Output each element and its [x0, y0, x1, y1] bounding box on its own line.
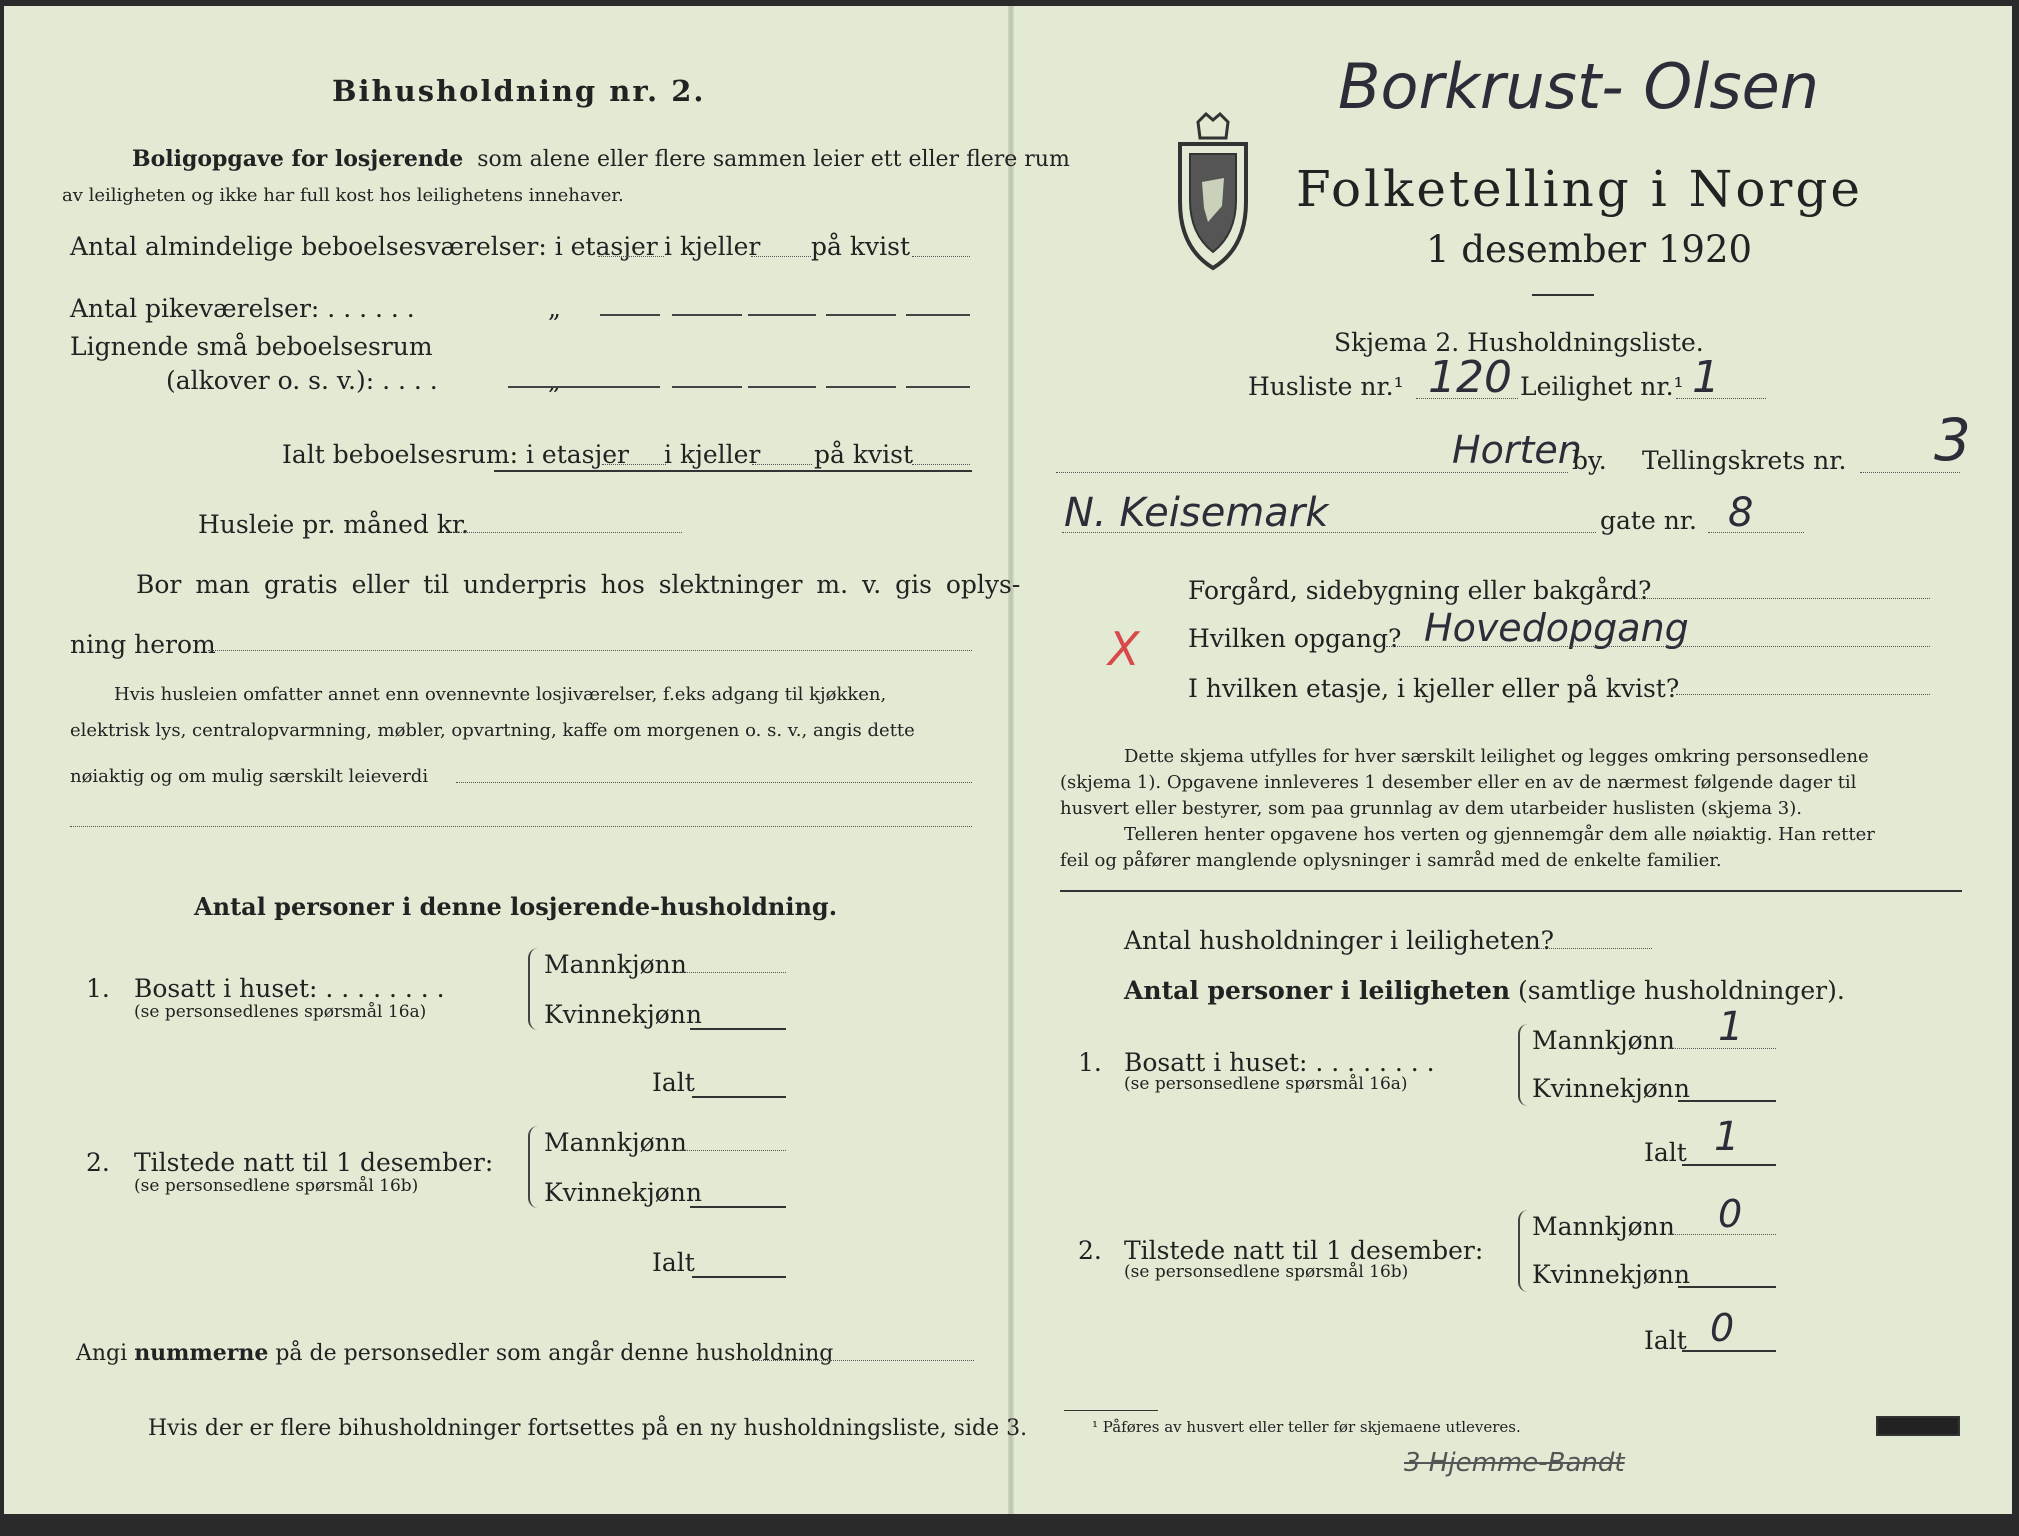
total-rule [494, 470, 972, 472]
right-q1-mann-field[interactable] [1668, 1048, 1776, 1049]
rent-incl-line1: Hvis husleien omfatter annet enn ovennevnte losjiværelser, f.eks adgang til kjøkken, [114, 684, 887, 705]
left-q1-kvinne-label: Kvinnekjønn [544, 1000, 702, 1029]
info-line2: (skjema 1). Opgavene innleveres 1 desember eller en av de nærmest følgende dager til [1060, 772, 1857, 793]
small-rooms-line1: Lignende små beboelsesrum [70, 332, 433, 361]
krets-value: 3 [1934, 406, 1971, 474]
footnote: ¹ Påføres av husvert eller teller før skjemaene utleveres. [1092, 1418, 1521, 1436]
info-line4: Telleren henter opgavene hos verten og gjennemgår dem alle nøiaktig. Han retter [1124, 824, 1875, 845]
rooms-label: Antal almindelige beboelsesværelser: i etasjer [70, 232, 658, 261]
intro-line1: Boligopgave for losjerende som alene eller flere sammen leier ett eller flere rum [132, 146, 1070, 172]
opgang-question: Hvilken opgang? [1188, 624, 1402, 653]
right-q2-ialt-label: Ialt [1644, 1326, 1687, 1355]
leilighet-label: Leilighet nr.¹ [1520, 372, 1684, 401]
small-etasjer-field[interactable] [508, 386, 660, 388]
right-q2-num: 2. [1078, 1236, 1102, 1265]
husliste-value: 120 [1428, 352, 1512, 403]
pike-label: Antal pikeværelser: . . . . . . [70, 294, 415, 323]
forgard-question: Forgård, sidebygning eller bakgård? [1188, 576, 1652, 605]
free-line1: Bor man gratis eller til underpris hos slektninger m. v. gis oplys- [136, 570, 1021, 599]
left-q1-brace [528, 948, 540, 1030]
right-q2-sub: (se personsedlene spørsmål 16b) [1124, 1262, 1409, 1282]
rent-label: Husleie pr. måned kr. [198, 510, 470, 539]
info-line5: feil og påfører manglende oplysninger i samråd med de enkelte familier. [1060, 850, 1722, 871]
total-rooms-label: Ialt beboelsesrum: i etasjer [282, 440, 630, 469]
right-q1-mann-value: 1 [1718, 1004, 1744, 1050]
form-title: Folketelling i Norge [1296, 160, 1863, 218]
gate-value: N. Keisemark [1064, 490, 1329, 536]
krets-field[interactable] [1860, 472, 1960, 473]
right-q2-kvinne-label: Kvinnekjønn [1532, 1260, 1690, 1289]
right-q2-mann-field[interactable] [1668, 1234, 1776, 1235]
left-footer: Hvis der er flere bihusholdninger fortsettes på en ny husholdningsliste, side 3. [148, 1416, 1028, 1441]
left-q2-kvinne-label: Kvinnekjønn [544, 1178, 702, 1207]
left-q1-label: Bosatt i huset: . . . . . . . . [134, 974, 445, 1003]
pike-ditto-1: „ [548, 294, 561, 323]
total-kjeller-label: i kjeller [664, 440, 761, 469]
footnote-rule [1064, 1410, 1158, 1411]
printer-stamp [1876, 1416, 1960, 1436]
left-q2-brace [528, 1126, 540, 1208]
info-line1: Dette skjema utfylles for hver særskilt leilighet og legges omkring personsedlene [1124, 746, 1869, 767]
households-field[interactable] [1522, 948, 1652, 949]
rent-incl-line2: elektrisk lys, centralopvarmning, møbler, opvartning, kaffe om morgenen o. s. v., angis dette [70, 720, 915, 741]
right-q1-kvinne-label: Kvinnekjønn [1532, 1074, 1690, 1103]
opgang-field[interactable] [1386, 646, 1930, 647]
opgang-value: Hovedopgang [1424, 606, 1689, 650]
rent-field[interactable] [454, 532, 682, 533]
right-q1-sub: (se personsedlene spørsmål 16a) [1124, 1074, 1408, 1094]
right-q1-brace [1518, 1024, 1530, 1106]
info-rule [1060, 890, 1962, 892]
left-q1-ialt-field[interactable] [692, 1096, 786, 1098]
households-question: Antal husholdninger i leiligheten? [1124, 926, 1555, 955]
red-x-mark: X [1108, 622, 1140, 676]
page-fold [1008, 6, 1014, 1514]
info-line3: husvert eller bestyrer, som paa grunnlag av dem utarbeider huslisten (skjema 3). [1060, 798, 1802, 819]
right-q1-ialt-value: 1 [1714, 1114, 1740, 1160]
right-q2-label: Tilstede natt til 1 desember: [1124, 1236, 1484, 1265]
form-date: 1 desember 1920 [1426, 228, 1753, 271]
rent-incl-line3: nøiaktig og om mulig særskilt leieverdi [70, 766, 429, 787]
right-q1-ialt-field[interactable] [1682, 1164, 1776, 1166]
total-kvist-field[interactable] [912, 464, 970, 465]
gate-label: gate nr. [1600, 506, 1697, 535]
pike-etasjer-field[interactable] [600, 314, 660, 316]
etasje-field[interactable] [1676, 694, 1930, 695]
bottom-scribble: 3 Hjemme-Bandt [1404, 1448, 1625, 1478]
small-kvist-field-c[interactable] [906, 386, 970, 388]
pike-kvist-field-a[interactable] [748, 314, 816, 316]
left-q1-mann-label: Mannkjønn [544, 950, 687, 979]
gate-field[interactable] [1062, 532, 1596, 533]
rooms-etasjer-field[interactable] [598, 256, 664, 257]
left-q1-ialt-label: Ialt [652, 1068, 695, 1097]
husliste-label: Husliste nr.¹ [1248, 372, 1404, 401]
right-q2-mann-label: Mannkjønn [1532, 1212, 1675, 1241]
left-q1-mann-field[interactable] [678, 972, 786, 973]
rooms-kvist-label: på kvist [811, 232, 910, 261]
rooms-kvist-field[interactable] [912, 256, 970, 257]
leilighet-field[interactable] [1676, 398, 1766, 399]
title-rule [1532, 294, 1594, 296]
rent-incl-field-2[interactable] [70, 826, 972, 827]
right-q1-label: Bosatt i huset: . . . . . . . . [1124, 1048, 1435, 1077]
left-q2-num: 2. [86, 1148, 110, 1177]
pike-kjeller-field[interactable] [672, 314, 742, 316]
intro-line2: av leiligheten og ikke har full kost hos leilighetens innehaver. [62, 185, 624, 206]
by-value: Horten [1452, 428, 1582, 472]
total-kvist-label: på kvist [814, 440, 913, 469]
pike-kvist-field-b[interactable] [826, 314, 896, 316]
right-q1-ialt-label: Ialt [1644, 1138, 1687, 1167]
handwritten-name: Borkrust- Olsen [1338, 50, 1820, 123]
left-title: Bihusholdning nr. 2. [332, 74, 706, 108]
small-kjeller-field[interactable] [672, 386, 742, 388]
pike-kvist-field-c[interactable] [906, 314, 970, 316]
husliste-field[interactable] [1416, 398, 1518, 399]
total-kjeller-field[interactable] [752, 464, 812, 465]
by-label: by. [1572, 446, 1607, 475]
right-q2-kvinne-field[interactable] [1678, 1286, 1776, 1288]
free-line2: ning herom [70, 630, 216, 659]
right-q2-ialt-value: 0 [1710, 1306, 1735, 1350]
small-rooms-line2: (alkover o. s. v.): . . . . [166, 366, 438, 395]
left-persons-heading: Antal personer i denne losjerende-husholdning. [194, 892, 838, 921]
gate-nr-value: 8 [1728, 490, 1754, 536]
forgard-field[interactable] [1612, 598, 1930, 599]
leilighet-value: 1 [1692, 352, 1720, 403]
gate-nr-field[interactable] [1708, 532, 1804, 533]
left-q1-kvinne-field[interactable] [690, 1028, 786, 1030]
angi-line: Angi nummerne på de personsedler som angår denne husholdning [76, 1340, 834, 1366]
coat-of-arms-icon [1168, 112, 1258, 272]
free-field[interactable] [208, 650, 972, 651]
etasje-question: I hvilken etasje, i kjeller eller på kvist? [1188, 674, 1680, 703]
left-q1-sub: (se personsedlenes spørsmål 16a) [134, 1002, 427, 1022]
small-kvist-field-b[interactable] [826, 386, 896, 388]
left-q2-mann-label: Mannkjønn [544, 1128, 687, 1157]
small-kvist-field-a[interactable] [748, 386, 816, 388]
rent-incl-field[interactable] [456, 782, 972, 783]
total-etasjer-field[interactable] [602, 464, 666, 465]
schema-label: Skjema 2. Husholdningsliste. [1334, 328, 1704, 357]
rooms-kjeller-field[interactable] [751, 256, 811, 257]
right-q2-brace [1518, 1210, 1530, 1292]
right-persons-heading: Antal personer i leiligheten (samtlige husholdninger). [1124, 976, 1845, 1005]
left-q2-mann-field[interactable] [678, 1150, 786, 1151]
left-q2-sub: (se personsedlene spørsmål 16b) [134, 1176, 419, 1196]
by-field[interactable] [1056, 472, 1568, 473]
rooms-kjeller-label: i kjeller [664, 232, 761, 261]
left-q2-label: Tilstede natt til 1 desember: [134, 1148, 494, 1177]
krets-label: Tellingskrets nr. [1642, 446, 1847, 475]
right-q1-mann-label: Mannkjønn [1532, 1026, 1675, 1055]
left-q1-num: 1. [86, 974, 110, 1003]
right-q2-ialt-field[interactable] [1682, 1350, 1776, 1352]
right-q1-kvinne-field[interactable] [1678, 1100, 1776, 1102]
right-q1-num: 1. [1078, 1048, 1102, 1077]
left-q2-kvinne-field[interactable] [690, 1206, 786, 1208]
right-q2-mann-value: 0 [1718, 1192, 1743, 1236]
left-q2-ialt-label: Ialt [652, 1248, 695, 1277]
left-q2-ialt-field[interactable] [692, 1276, 786, 1278]
angi-field[interactable] [752, 1360, 974, 1361]
small-ditto-1: „ [548, 366, 561, 395]
